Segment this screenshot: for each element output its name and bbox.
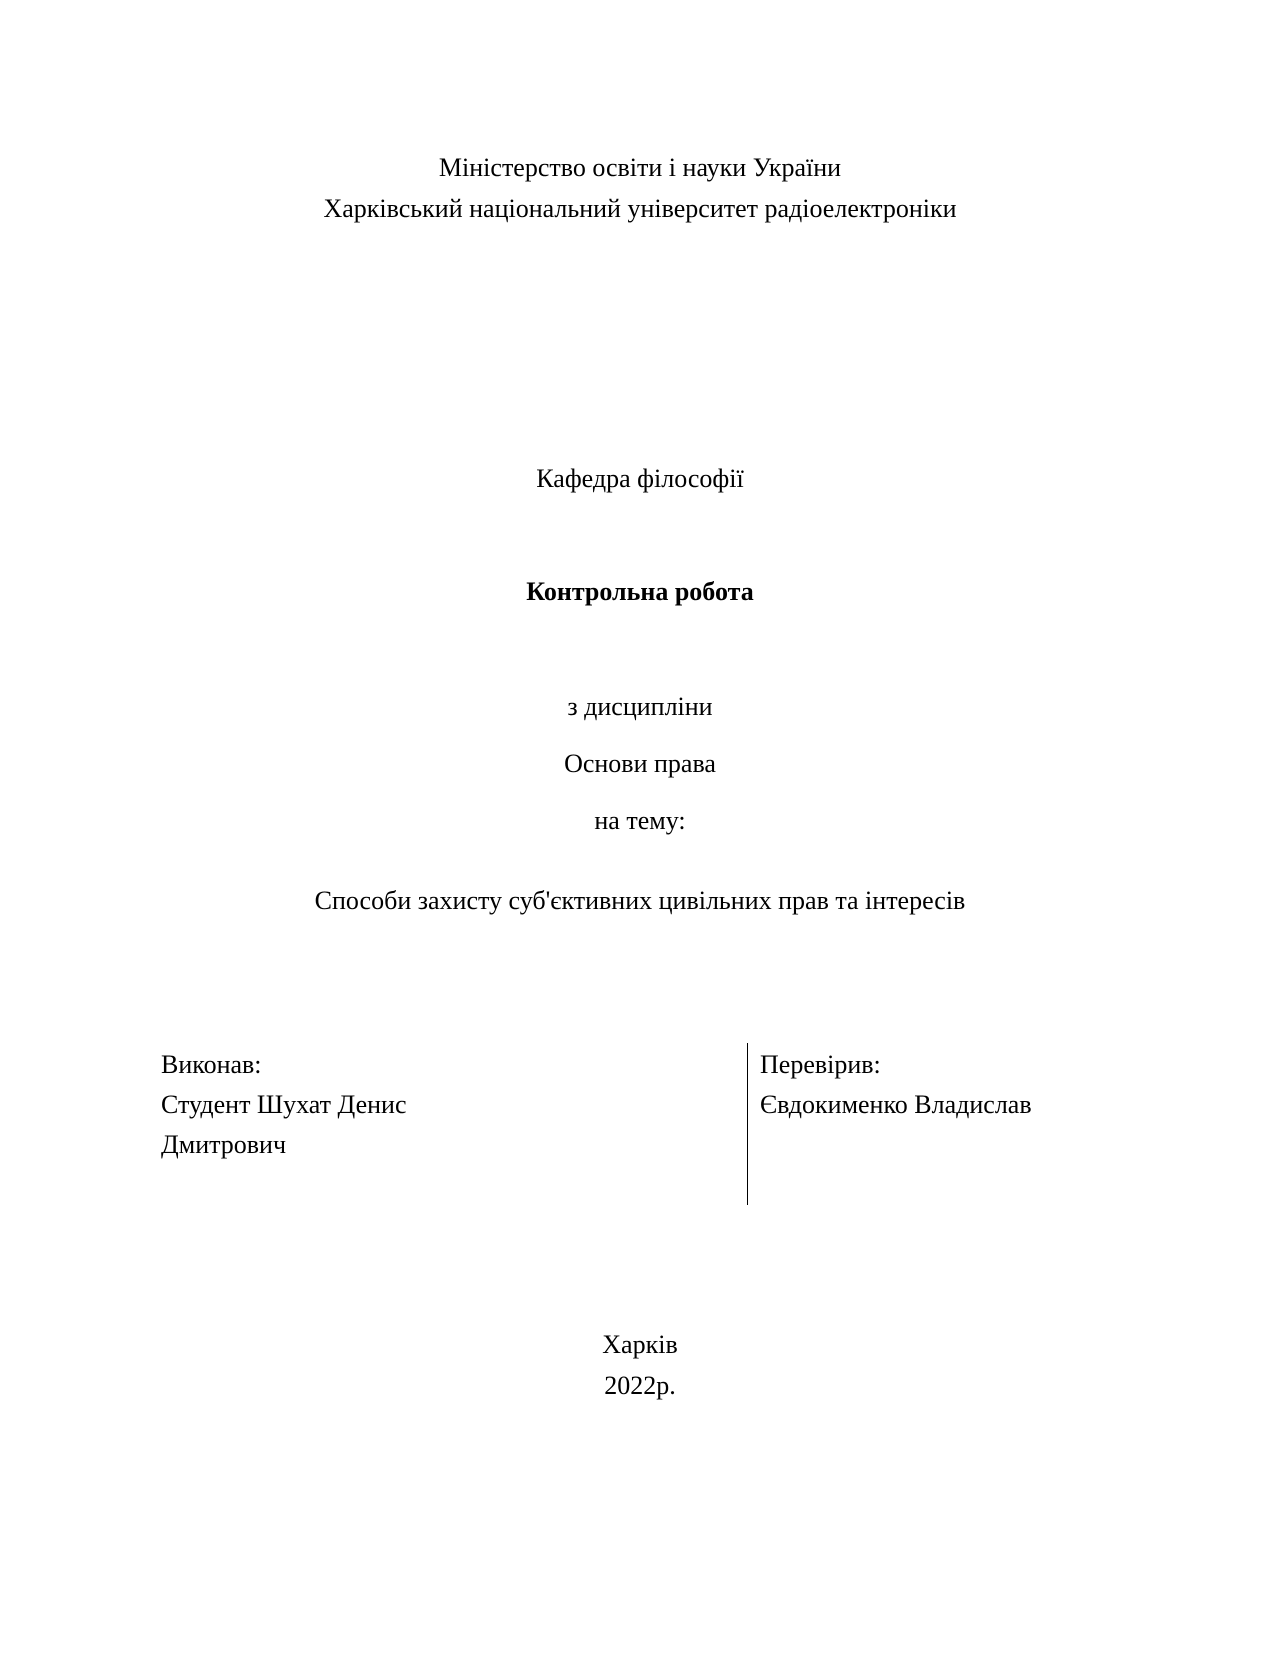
ministry-line: Міністерство освіти і науки України (438, 153, 842, 182)
university-line: Харківський національний університет радіоелектроніки (323, 194, 957, 223)
column-divider (747, 1043, 748, 1205)
checked-name: Євдокименко Владислав (760, 1090, 1032, 1119)
work-type-title: Контрольна робота (526, 577, 754, 606)
performed-label: Виконав: (161, 1050, 262, 1079)
footer-city: Харків (602, 1330, 678, 1359)
performed-block (161, 1045, 721, 1165)
performed-name-line1: Студент Шухат Денис (161, 1090, 407, 1119)
department-line: Кафедра філософії (536, 464, 744, 493)
discipline-intro: з дисципліни (567, 692, 713, 721)
topic-intro: на тему: (594, 806, 686, 835)
footer-year: 2022р. (604, 1371, 676, 1400)
checked-label: Перевірив: (760, 1050, 881, 1079)
topic-title: Способи захисту суб'єктивних цивільних прав та інтересів (314, 886, 966, 915)
discipline-name: Основи права (564, 749, 716, 778)
performed-name-line2: Дмитрович (161, 1130, 287, 1159)
checked-block (760, 1045, 1240, 1125)
